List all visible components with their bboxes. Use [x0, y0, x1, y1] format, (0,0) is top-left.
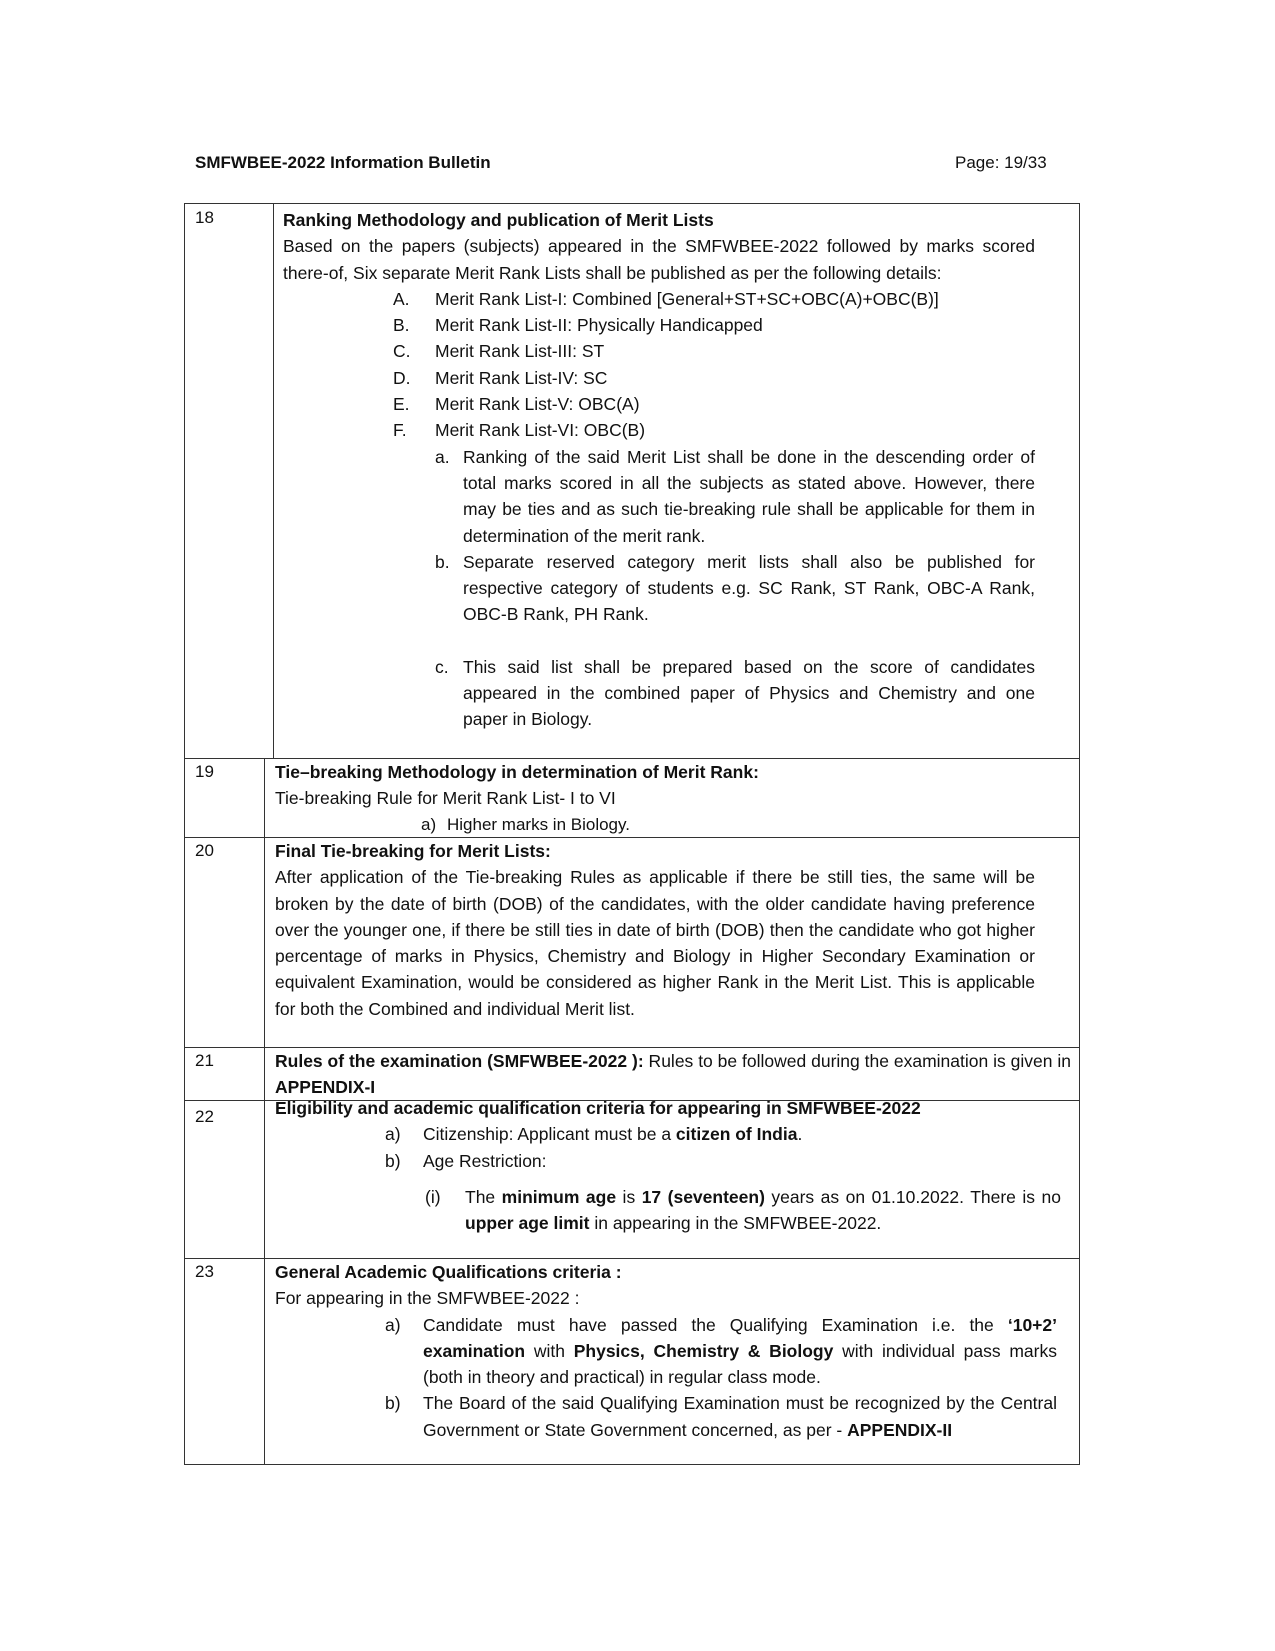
list-item: E. Merit Rank List-V: OBC(A)	[393, 394, 640, 415]
table-row-22	[184, 1100, 1080, 1259]
page-number: Page: 19/33	[955, 153, 1047, 172]
list-item: C. Merit Rank List-III: ST	[393, 341, 605, 362]
row-number-cell	[185, 759, 265, 837]
row-number: 21	[195, 1051, 214, 1070]
list-item: B. Merit Rank List-II: Physically Handicapped	[393, 315, 763, 336]
row-number-cell	[185, 1259, 265, 1464]
section-heading: Ranking Methodology and publication of Merit Lists	[283, 210, 714, 230]
merit-lists	[393, 286, 1035, 444]
list-item: a) Candidate must have passed the Qualifying Examination i.e. the ‘10+2’ examination with Physics, Chemistry & Biology with individual pass marks (both in theory and practical) in regular class mode.	[385, 1314, 1057, 1388]
row-number: 18	[195, 208, 214, 227]
table-row-20	[184, 837, 1080, 1048]
row-content	[275, 759, 1065, 838]
row-number: 23	[195, 1262, 214, 1281]
page-header	[0, 0, 1275, 200]
section-text: Rules to be followed during the examination is given in	[643, 1051, 1072, 1071]
row-content	[283, 207, 1035, 733]
table-row-18	[184, 203, 1080, 759]
appendix-ref: APPENDIX-I	[275, 1077, 376, 1098]
row-number: 20	[195, 841, 214, 860]
row-number: 22	[195, 1107, 214, 1126]
table-row-19	[184, 758, 1080, 838]
row-number-cell	[185, 1101, 265, 1258]
section-text: Tie-breaking Rule for Merit Rank List- I to VI	[275, 788, 616, 809]
list-item: a) Higher marks in Biology.	[421, 814, 630, 834]
row-number-cell	[185, 1048, 265, 1100]
list-item: b) The Board of the said Qualifying Examination must be recognized by the Central Government or State Government concerned, as per - APPENDIX-II	[385, 1393, 1057, 1440]
list-item: A. Merit Rank List-I: Combined [General+ST+SC+OBC(A)+OBC(B)]	[393, 288, 939, 309]
note-item: c. This said list shall be prepared based on the score of candidates appeared in the combined paper of Physics and Chemistry and one paper in Biology.	[435, 656, 1035, 730]
section-heading: Rules of the examination (SMFWBEE-2022 ):	[275, 1051, 644, 1071]
row-number: 19	[195, 762, 214, 781]
section-heading: Final Tie-breaking for Merit Lists:	[275, 841, 551, 861]
section-text: For appearing in the SMFWBEE-2022 :	[275, 1288, 580, 1309]
section-heading: Tie–breaking Methodology in determination of Merit Rank:	[275, 762, 759, 782]
list-item: a) Citizenship: Applicant must be a citizen of India.	[385, 1124, 803, 1145]
row-number-cell	[185, 838, 265, 1047]
list-item: (i) The minimum age is 17 (seventeen) years as on 01.10.2022. There is no upper age limit in appearing in the SMFWBEE-2022.	[425, 1186, 1061, 1234]
row-content	[275, 1095, 1065, 1236]
section-text: After application of the Tie-breaking Rules as applicable if there be still ties, the same will be broken by the date of birth (DOB) of the candidates, with the older candidate having preference over the younger one, if there be still ties in date of birth (DOB) then the candidate who got higher percentage of marks in Physics, Chemistry and Biology in Higher Secondary Examination or equivalent Examination, would be considered as higher Rank in the Merit List. This is applicable for both the Combined and individual Merit list.	[275, 867, 1035, 1019]
row-content	[275, 838, 1035, 1022]
row-content	[275, 1259, 1065, 1443]
note-item: b. Separate reserved category merit lists shall also be published for respective category of students e.g. SC Rank, ST Rank, OBC-A Rank, OBC-B Rank, PH Rank.	[435, 551, 1035, 625]
list-item: D. Merit Rank List-IV: SC	[393, 367, 608, 388]
row-content	[275, 1048, 1071, 1101]
table-row-21	[184, 1047, 1080, 1101]
list-item: F. Merit Rank List-VI: OBC(B)	[393, 420, 646, 441]
section-intro: Based on the papers (subjects) appeared in the SMFWBEE-2022 followed by marks scored there-of, Six separate Merit Rank Lists shall be published as per the following details:	[283, 236, 1035, 283]
ranking-notes	[435, 444, 1035, 733]
note-item: a. Ranking of the said Merit List shall be done in the descending order of total marks scored in all the subjects as stated above. However, there may be ties and as such tie-breaking rule shall be applicable for them in determination of the merit rank.	[435, 446, 1035, 546]
document-title: SMFWBEE-2022 Information Bulletin	[195, 153, 491, 172]
table-row-23	[184, 1258, 1080, 1465]
section-heading: Eligibility and academic qualification criteria for appearing in SMFWBEE-2022	[275, 1098, 921, 1118]
row-number-cell	[185, 204, 274, 758]
section-heading: General Academic Qualifications criteria :	[275, 1262, 622, 1282]
list-item: b) Age Restriction:	[385, 1150, 547, 1171]
